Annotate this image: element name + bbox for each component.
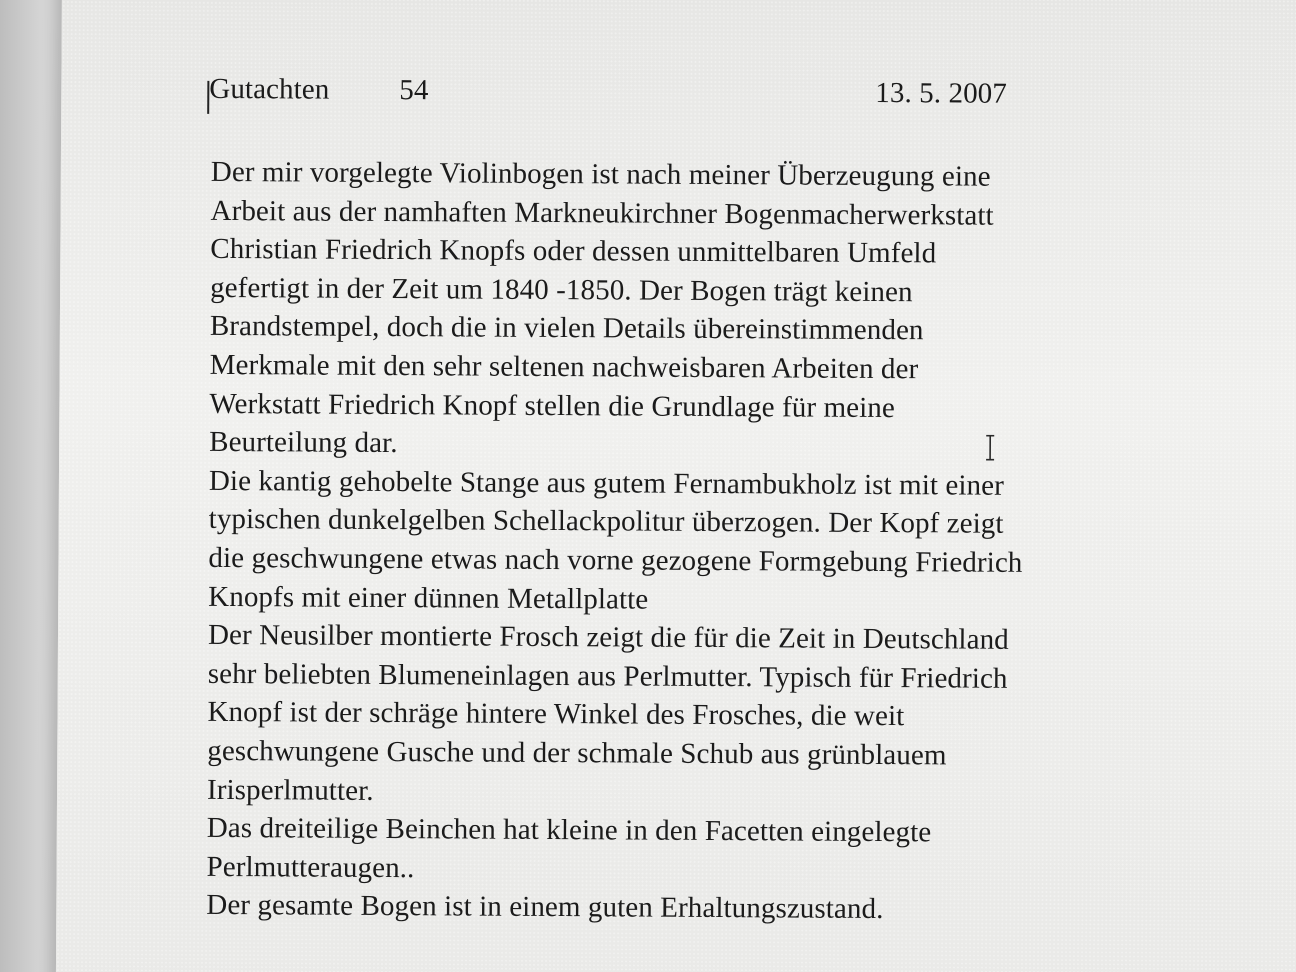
header-number: 54 [399,74,429,107]
body-line: die geschwungene etwas nach vorne gezogene Formgebung Friedrich [208,541,1023,579]
body-line: Arbeit aus der namhaften Markneukirchner Bogenmacherwerkstatt [210,194,994,232]
body-line: sehr beliebten Blumeneinlagen aus Perlmutter. Typisch für Friedrich [207,657,1008,695]
header-date: 13. 5. 2007 [875,76,1008,110]
body-line: typischen dunkelgelben Schellackpolitur überzogen. Der Kopf zeigt [208,503,1004,541]
body-line: Merkmale mit den sehr seltenen nachweisbaren Arbeiten der [209,348,919,386]
body-line: Perlmutteraugen.. [206,850,415,884]
body-line: Irisperlmutter. [206,773,374,807]
body-line: Brandstempel, doch die in vielen Details übereinstimmenden [209,310,924,347]
body-line: Werkstatt Friedrich Knopf stellen die Grundlage für meine [209,387,895,424]
document-header [209,73,1029,118]
body-line: gefertigt in der Zeit um 1840 -1850. Der Bogen trägt keinen [210,271,913,308]
body-line: Knopfs mit einer dünnen Metallplatte [208,580,649,616]
body-line: Der gesamte Bogen ist in einem guten Erhaltungszustand. [206,889,884,926]
document-page[interactable] [56,0,1296,972]
body-line: geschwungene Gusche und der schmale Schub aus grünblauem [207,734,947,772]
body-line: Der Neusilber montierte Frosch zeigt die für die Zeit in Deutschland [207,619,1009,656]
body-line: Der mir vorgelegte Violinbogen ist nach meiner Überzeugung eine [210,155,991,193]
body-line: Das dreiteilige Beinchen hat kleine in den Facetten eingelegte [206,811,932,849]
header-title: Gutachten [209,72,330,106]
i-beam-cursor-icon [984,435,996,461]
body-line: Beurteilung dar. [209,426,398,460]
body-line: Knopf ist der schräge hintere Winkel des Frosches, die weit [207,696,905,733]
body-line: Die kantig gehobelte Stange aus gutem Fernambukholz ist mit einer [208,464,1004,502]
body-line: Christian Friedrich Knopfs oder dessen unmittelbaren Umfeld [210,233,937,270]
document-body[interactable] [206,153,1211,931]
